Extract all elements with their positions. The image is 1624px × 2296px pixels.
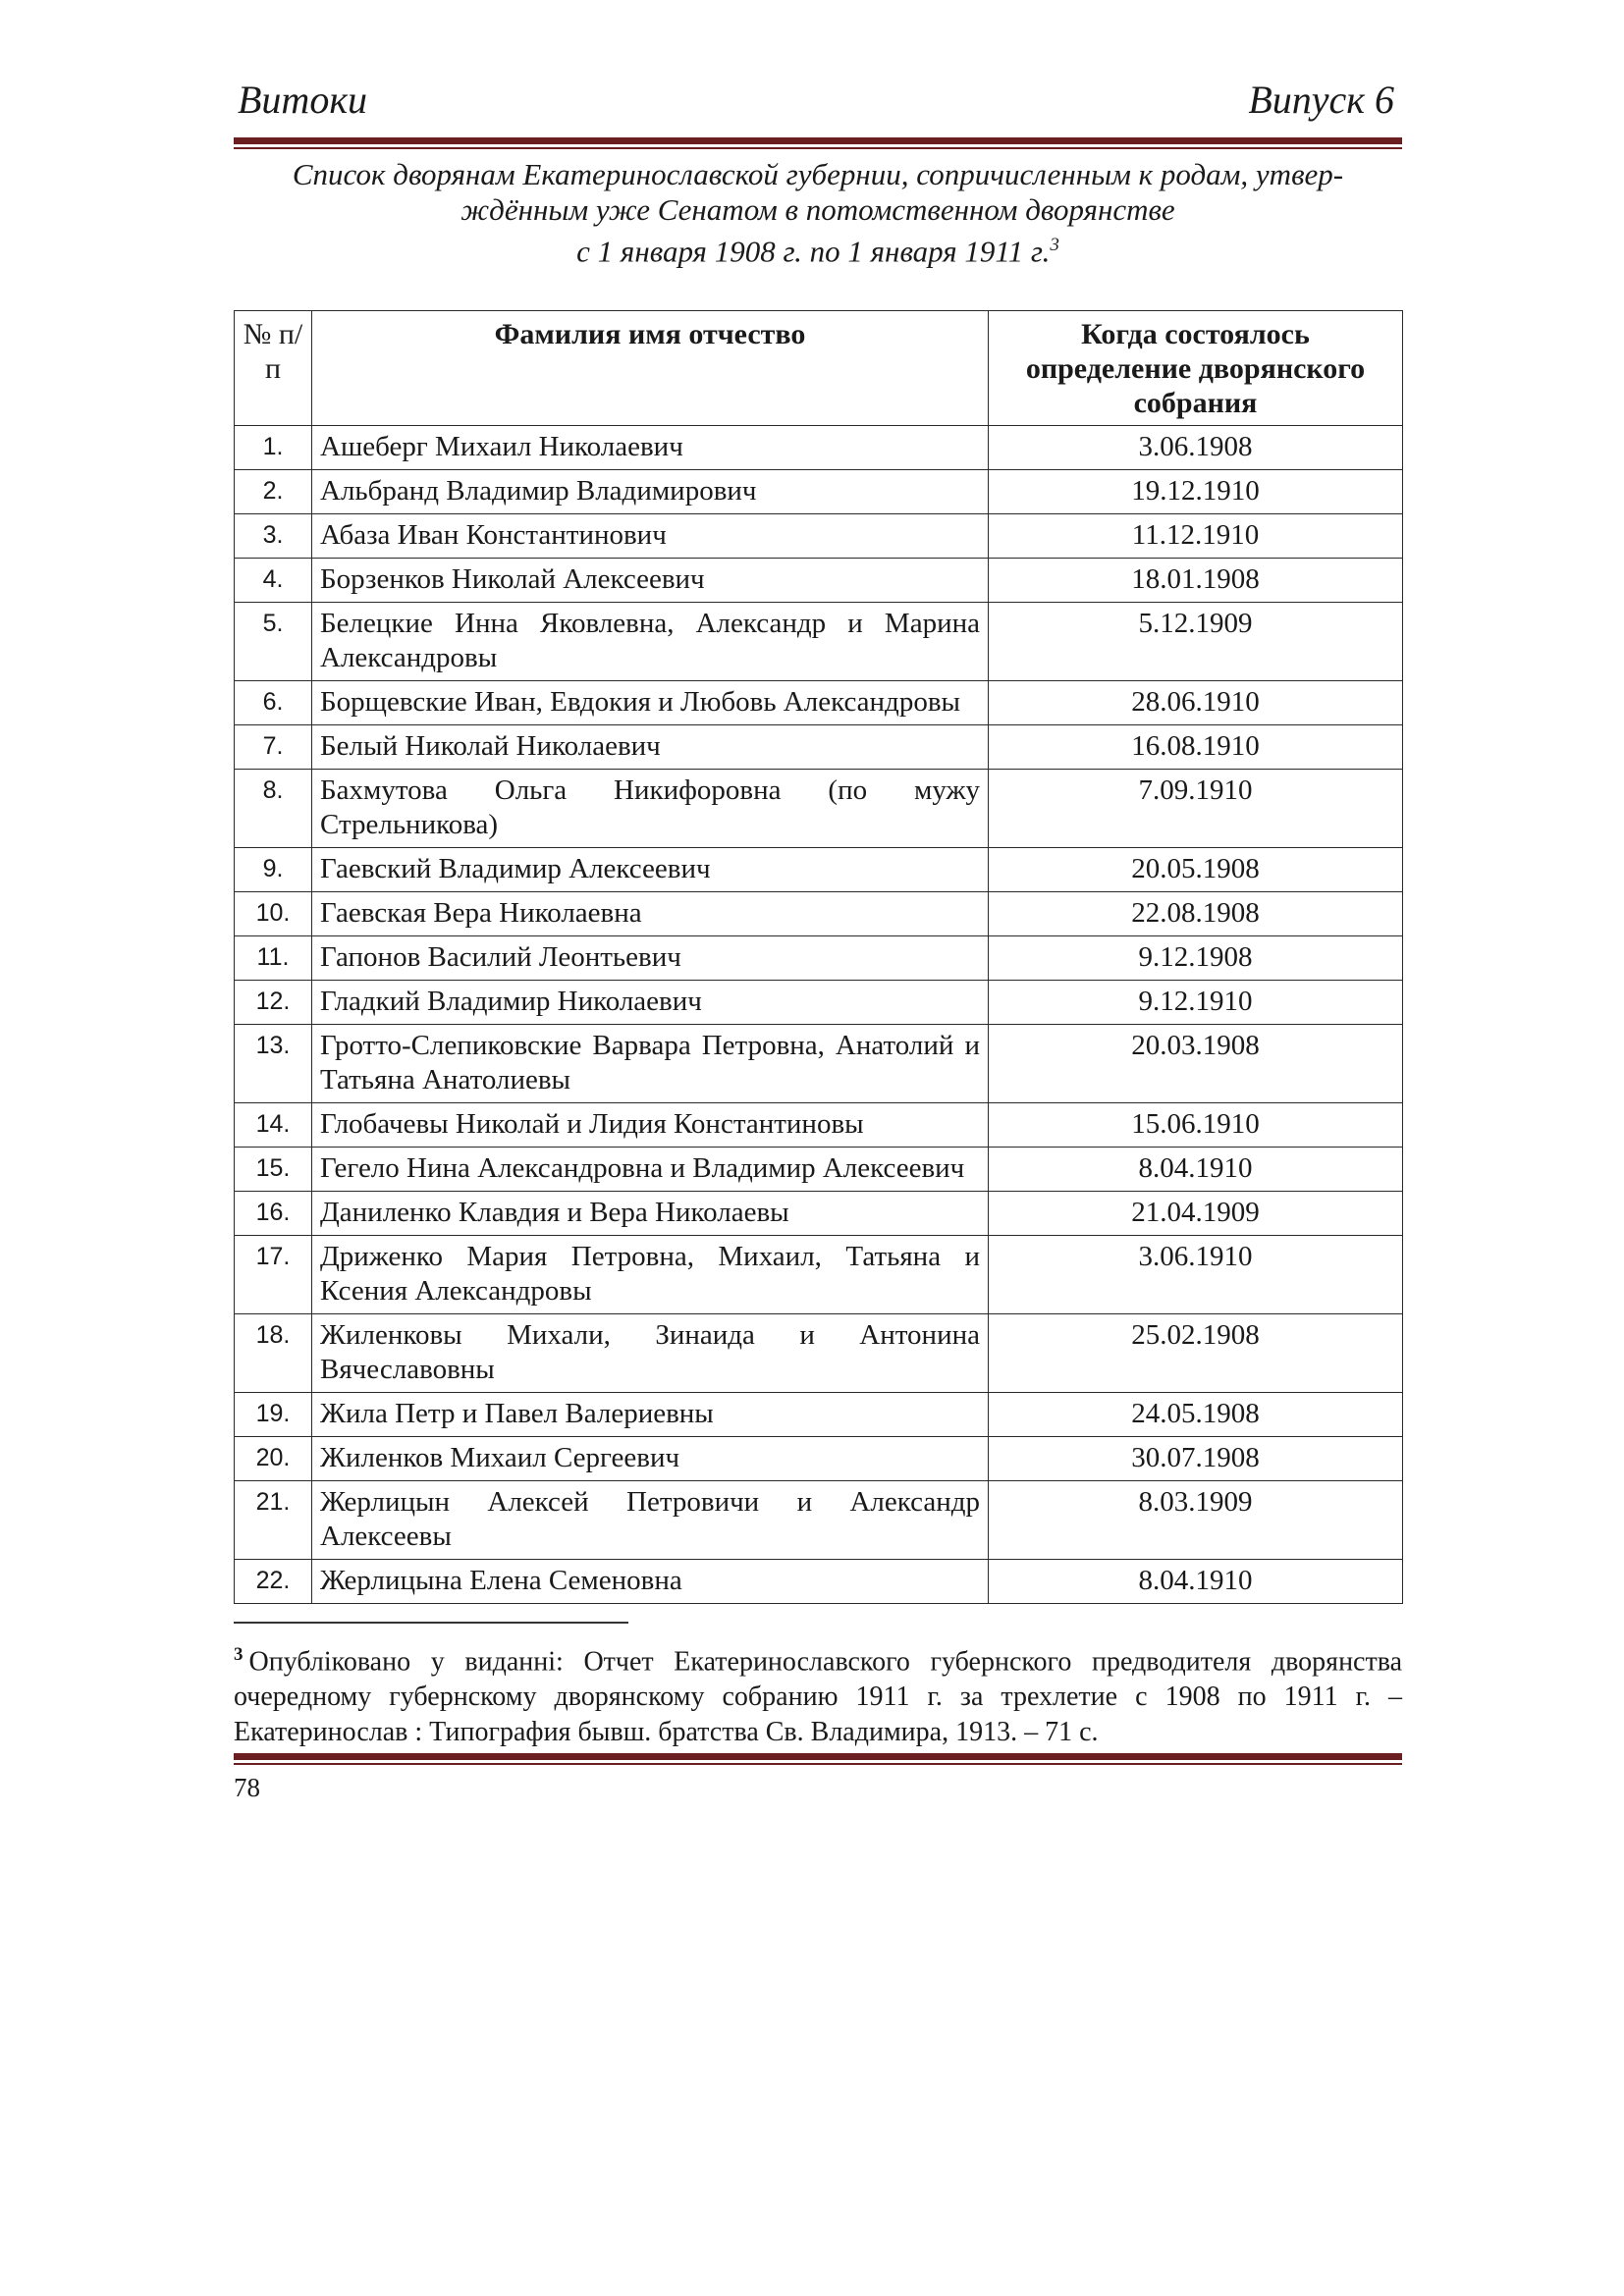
table-row xyxy=(235,725,1403,770)
row-name: Дриженко Мария Петровна, Михаил, Татьяна и Ксения Александровы xyxy=(312,1236,989,1314)
row-date: 9.12.1910 xyxy=(989,981,1403,1025)
row-date: 25.02.1908 xyxy=(989,1314,1403,1393)
issue-label: Випуск 6 xyxy=(1248,78,1394,122)
row-number: 7. xyxy=(235,725,312,770)
footnote-text: Опубліковано у виданні: Отчет Екатеринославского губернского предводителя дворянства очередному губернскому дворянскому собранию 1911 г. за трехлетие с 1908 по 1911 г. – Екатеринослав : Типография бывш. братства Св. Владимира, 1913. – 71 с. xyxy=(234,1646,1402,1748)
row-name: Глобачевы Николай и Лидия Константиновы xyxy=(312,1103,989,1148)
footer-rule xyxy=(234,1753,1402,1765)
row-date: 9.12.1908 xyxy=(989,936,1403,981)
table-row xyxy=(235,559,1403,603)
row-name: Жерлицын Алексей Петровичи и Александр Алексеевы xyxy=(312,1481,989,1560)
row-number: 19. xyxy=(235,1393,312,1437)
row-date: 3.06.1908 xyxy=(989,426,1403,470)
row-number: 22. xyxy=(235,1560,312,1604)
row-name: Жиленковы Михали, Зинаида и Антонина Вячеславовны xyxy=(312,1314,989,1393)
row-date: 16.08.1910 xyxy=(989,725,1403,770)
column-header-number: № п/п xyxy=(235,311,312,426)
table-row xyxy=(235,1481,1403,1560)
document-title xyxy=(234,157,1402,269)
row-date: 30.07.1908 xyxy=(989,1437,1403,1481)
table-row xyxy=(235,514,1403,559)
row-name: Абаза Иван Константинович xyxy=(312,514,989,559)
table-row xyxy=(235,681,1403,725)
title-line-3: с 1 января 1908 г. по 1 января 1911 г.$^3$ xyxy=(576,234,1059,269)
row-date: 19.12.1910 xyxy=(989,470,1403,514)
row-date: 8.03.1909 xyxy=(989,1481,1403,1560)
row-number: 11. xyxy=(235,936,312,981)
title-line-1: Список дворянам Екатеринославской губернии, сопричисленным к родам, утвер- xyxy=(292,157,1344,191)
row-date: 18.01.1908 xyxy=(989,559,1403,603)
row-number: 13. xyxy=(235,1025,312,1103)
row-name: Гегело Нина Александровна и Владимир Алексеевич xyxy=(312,1148,989,1192)
table-row xyxy=(235,1236,1403,1314)
table-row xyxy=(235,1103,1403,1148)
row-date: 11.12.1910 xyxy=(989,514,1403,559)
table-row xyxy=(235,1393,1403,1437)
footnote-separator xyxy=(234,1622,628,1624)
row-date: 7.09.1910 xyxy=(989,770,1403,848)
table-row xyxy=(235,1437,1403,1481)
header-rule xyxy=(234,137,1402,149)
nobility-table xyxy=(234,310,1403,1604)
row-name: Ашеберг Михаил Николаевич xyxy=(312,426,989,470)
row-date: 28.06.1910 xyxy=(989,681,1403,725)
table-body xyxy=(235,426,1403,1604)
row-name: Жерлицына Елена Семеновна xyxy=(312,1560,989,1604)
row-date: 20.05.1908 xyxy=(989,848,1403,892)
table-row xyxy=(235,981,1403,1025)
row-date: 8.04.1910 xyxy=(989,1148,1403,1192)
row-number: 10. xyxy=(235,892,312,936)
row-date: 15.06.1910 xyxy=(989,1103,1403,1148)
journal-title: Витоки xyxy=(238,78,368,122)
table-row xyxy=(235,1314,1403,1393)
row-name: Белый Николай Николаевич xyxy=(312,725,989,770)
row-date: 21.04.1909 xyxy=(989,1192,1403,1236)
row-date: 20.03.1908 xyxy=(989,1025,1403,1103)
row-date: 22.08.1908 xyxy=(989,892,1403,936)
column-header-date: Когда состоялось определение дворянского собрания xyxy=(989,311,1403,426)
row-number: 21. xyxy=(235,1481,312,1560)
row-number: 14. xyxy=(235,1103,312,1148)
row-name: Гротто-Слепиковские Варвара Петровна, Анатолий и Татьяна Анатолиевы xyxy=(312,1025,989,1103)
table-row xyxy=(235,603,1403,681)
footnote-reference: 3 xyxy=(1050,235,1059,255)
row-date: 3.06.1910 xyxy=(989,1236,1403,1314)
footnote-mark: 3 xyxy=(234,1644,244,1665)
row-name: Альбранд Владимир Владимирович xyxy=(312,470,989,514)
table-row xyxy=(235,936,1403,981)
row-name: Борзенков Николай Алексеевич xyxy=(312,559,989,603)
table-row xyxy=(235,1560,1403,1604)
row-name: Белецкие Инна Яковлевна, Александр и Марина Александровы xyxy=(312,603,989,681)
running-header xyxy=(234,77,1402,135)
page-number: 78 xyxy=(234,1773,260,1802)
row-number: 15. xyxy=(235,1148,312,1192)
row-number: 12. xyxy=(235,981,312,1025)
table-row xyxy=(235,770,1403,848)
row-number: 9. xyxy=(235,848,312,892)
table-header-row xyxy=(235,311,1403,426)
row-date: 8.04.1910 xyxy=(989,1560,1403,1604)
row-number: 5. xyxy=(235,603,312,681)
row-name: Гапонов Василий Леонтьевич xyxy=(312,936,989,981)
row-number: 4. xyxy=(235,559,312,603)
row-number: 6. xyxy=(235,681,312,725)
table-row xyxy=(235,892,1403,936)
table-row xyxy=(235,1025,1403,1103)
row-name: Жила Петр и Павел Валериевны xyxy=(312,1393,989,1437)
row-date: 5.12.1909 xyxy=(989,603,1403,681)
row-name: Борщевские Иван, Евдокия и Любовь Александровы xyxy=(312,681,989,725)
row-name: Гладкий Владимир Николаевич xyxy=(312,981,989,1025)
table-row xyxy=(235,1148,1403,1192)
row-name: Гаевская Вера Николаевна xyxy=(312,892,989,936)
footnote xyxy=(234,1637,1402,1750)
table-row xyxy=(235,426,1403,470)
table-row xyxy=(235,848,1403,892)
table-row xyxy=(235,1192,1403,1236)
column-header-name: Фамилия имя отчество xyxy=(312,311,989,426)
row-number: 1. xyxy=(235,426,312,470)
row-name: Даниленко Клавдия и Вера Николаевы xyxy=(312,1192,989,1236)
row-number: 8. xyxy=(235,770,312,848)
row-number: 20. xyxy=(235,1437,312,1481)
row-number: 16. xyxy=(235,1192,312,1236)
table-row xyxy=(235,470,1403,514)
row-number: 3. xyxy=(235,514,312,559)
row-name: Бахмутова Ольга Никифоровна (по мужу Стрельникова) xyxy=(312,770,989,848)
row-name: Гаевский Владимир Алексеевич xyxy=(312,848,989,892)
row-number: 18. xyxy=(235,1314,312,1393)
row-name: Жиленков Михаил Сергеевич xyxy=(312,1437,989,1481)
row-date: 24.05.1908 xyxy=(989,1393,1403,1437)
row-number: 2. xyxy=(235,470,312,514)
title-line-2: ждённым уже Сенатом в потомственном дворянстве xyxy=(460,192,1175,227)
row-number: 17. xyxy=(235,1236,312,1314)
